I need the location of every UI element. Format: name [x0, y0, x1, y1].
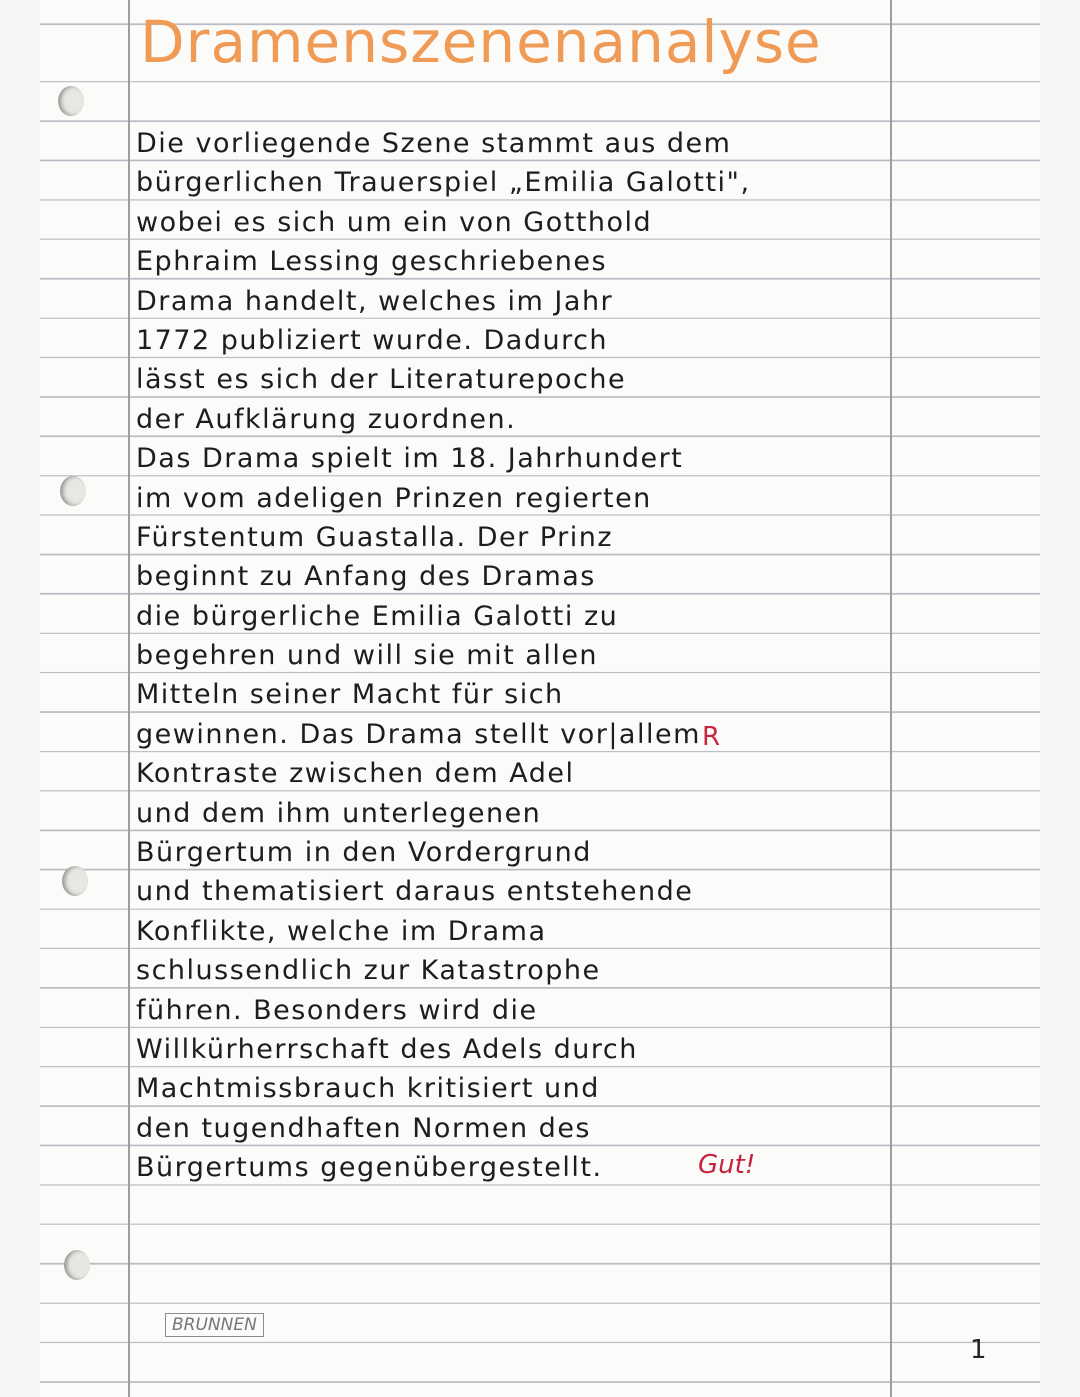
text-line: Bürgertums gegenübergestellt.: [136, 1152, 603, 1184]
punch-hole: [60, 476, 86, 506]
text-line: Bürgertum in den Vordergrund: [136, 837, 592, 869]
text-line: begehren und will sie mit allen: [136, 640, 599, 672]
text-line: Konflikte, welche im Drama: [136, 915, 547, 947]
text-line: Fürstentum Guastalla. Der Prinz: [136, 521, 613, 553]
text-line: beginnt zu Anfang des Dramas: [136, 561, 596, 593]
punch-hole: [58, 86, 84, 116]
text-line: Willkürherrschaft des Adels durch: [136, 1033, 638, 1065]
text-line: gewinnen. Das Drama stellt vor|allem: [136, 718, 701, 750]
text-line: führen. Besonders wird die: [136, 994, 538, 1026]
text-line: der Aufklärung zuordnen.: [136, 403, 517, 435]
teacher-comment: Gut!: [698, 1150, 756, 1180]
text-line: 1772 publiziert wurde. Dadurch: [136, 324, 609, 356]
punch-hole: [62, 866, 88, 896]
brand-logo: BRUNNEN: [165, 1313, 264, 1337]
text-line: die bürgerliche Emilia Galotti zu: [136, 600, 619, 632]
text-line: Kontraste zwischen dem Adel: [136, 758, 575, 790]
text-line: bürgerlichen Trauerspiel „Emilia Galotti",: [136, 167, 751, 199]
text-line: im vom adeligen Prinzen regierten: [136, 482, 652, 514]
text-line: und dem ihm unterlegenen: [136, 797, 542, 829]
page-title: Dramenszenenanalyse: [140, 8, 822, 76]
margin-line-right: [890, 0, 892, 1397]
correction-mark: R: [702, 722, 721, 752]
text-line: und thematisiert daraus entstehende: [136, 876, 694, 908]
text-line: Machtmissbrauch kritisiert und: [136, 1073, 600, 1105]
text-line: Das Drama spielt im 18. Jahrhundert: [136, 443, 684, 475]
text-line: den tugendhaften Normen des: [136, 1112, 591, 1144]
text-line: lässt es sich der Literaturepoche: [136, 364, 627, 396]
handwritten-text: [136, 124, 751, 1188]
page-number: 1: [970, 1335, 987, 1365]
text-line: Mitteln seiner Macht für sich: [136, 679, 564, 711]
text-line: wobei es sich um ein von Gotthold: [136, 206, 653, 238]
text-line: Drama handelt, welches im Jahr: [136, 285, 614, 317]
text-line: Ephraim Lessing geschriebenes: [136, 246, 608, 278]
text-line: schlussendlich zur Katastrophe: [136, 955, 601, 987]
punch-hole: [64, 1250, 90, 1280]
margin-line-left: [128, 0, 130, 1397]
text-line: Die vorliegende Szene stammt aus dem: [136, 128, 732, 159]
